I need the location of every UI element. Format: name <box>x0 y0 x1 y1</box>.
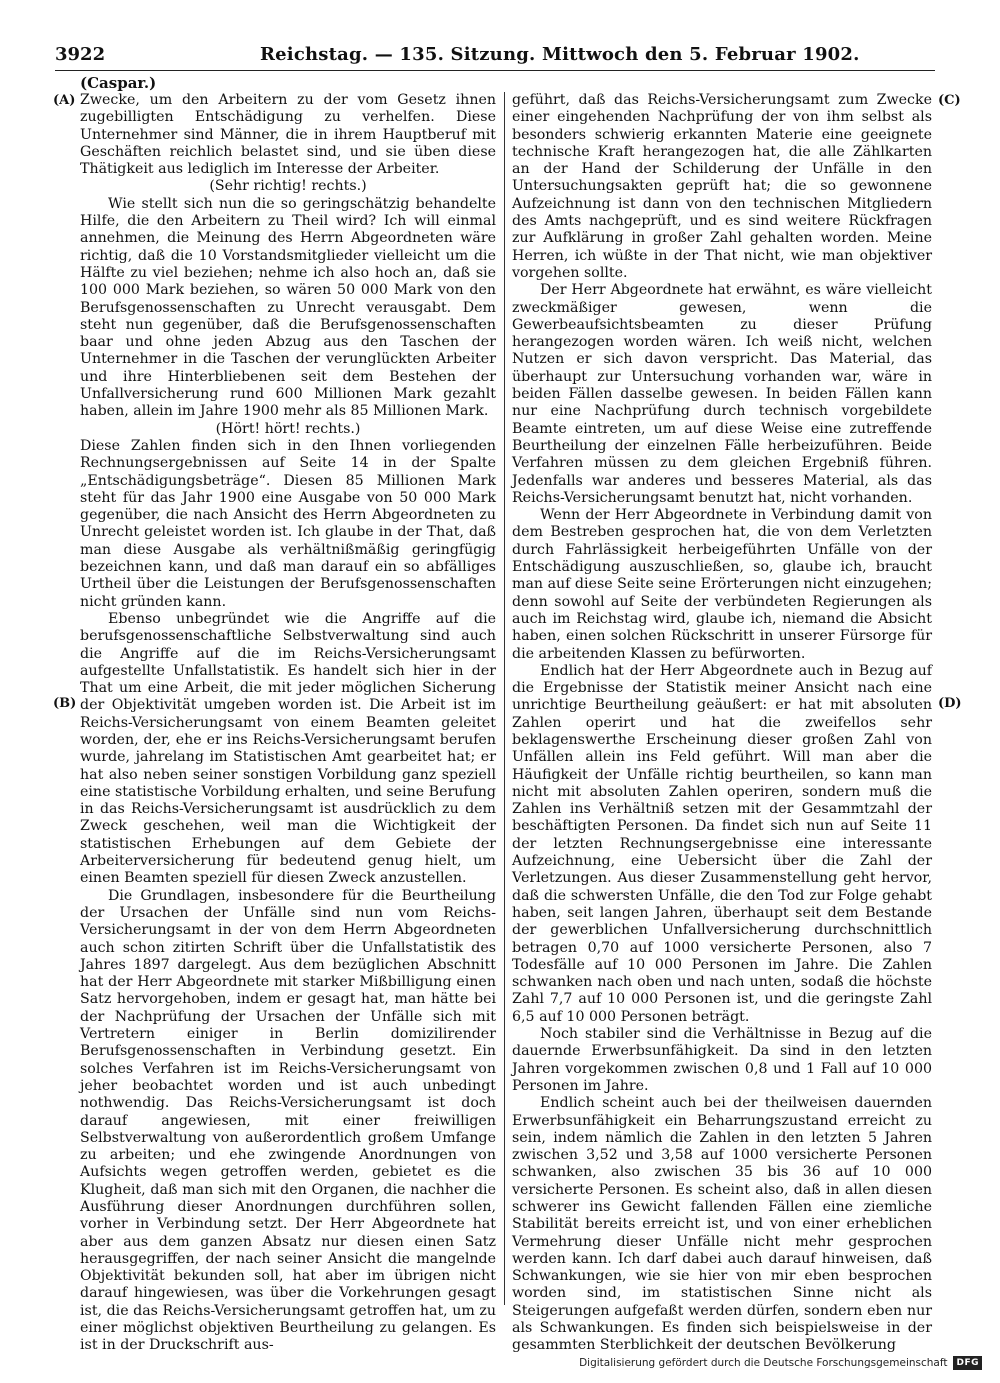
page-number: 3922 <box>55 44 106 65</box>
paragraph: Zwecke, um den Arbeitern zu der vom Gesetz ihnen zugebilligten Entschädigung zu verhelfen. Diese Unternehmer sind Männer, die in ihrem Hauptberuf mit Geschäften reichlich belastet sind, und sie üben diese Thätigkeit aus lediglich im Interesse der Arbeiter. <box>80 92 496 178</box>
header-rule <box>55 70 935 71</box>
speaker-name: (Caspar.) <box>80 74 157 92</box>
paragraph: Wie stellt sich nun die so geringschätzig behandelte Hilfe, die den Arbeitern zu Theil wird? Ich will einmal annehmen, die Meinung des Herrn Abgeordneten wäre richtig, daß die 10 Vorstandsmitglieder vielleicht um die Hälfte zu viel beziehen; nehme ich also hoch an, daß sie 100 000 Mark beziehen, so wären 50 000 Mark von den Berufsgenossenschaften zu Unrecht verausgabt. Dem steht nun gegenüber, daß die Berufsgenossenschaften baar und ohne jeden Abzug aus den Taschen der Unternehmer in die Taschen der verunglückten Arbeiter und ihre Hinterbliebenen seit dem Bestehen der Unfallversicherung rund 600 Millionen Mark gezahlt haben, allein im Jahre 1900 mehr als 85 Millionen Mark. <box>80 195 496 420</box>
page-header <box>55 44 935 70</box>
margin-mark-c: (C) <box>938 93 961 108</box>
right-column <box>512 92 932 1355</box>
paragraph: Wenn der Herr Abgeordnete in Verbindung damit von dem Bestreben gesprochen hat, die von dem Verletzten durch Fahrlässigkeit herbeigeführten Unfälle von der Entschädigung auszuschließen, so, glaube ich, braucht man auf diese Seite seine Erörterungen nicht einzugehen; denn sowohl auf Seite der verbündeten Regierungen als auch im Reichstag wird, glaube ich, niemand die Absicht haben, einen solchen Rückschritt in unserer Fürsorge für die arbeitenden Klassen zu befürworten. <box>512 507 932 662</box>
paragraph: Die Grundlagen, insbesondere für die Beurtheilung der Ursachen der Unfälle sind nun vom Reichs-Versicherungsamt in der von dem Herrn Abgeordneten auch schon zitirten Schrift über die Unfallstatistik des Jahres 1897 dargelegt. Aus dem bezüglichen Abschnitt hat der Herr Abgeordnete mit starker Mißbilligung einen Satz hervorgehoben, indem er gesagt hat, man hätte bei der Nachprüfung der Ursachen der Unfälle sich mit Vertretern einiger in Berlin domizilirender Berufsgenossenschaften in Verbindung gesetzt. Ein solches Verfahren ist im Reichs-Versicherungsamt von jeher beobachtet worden und ist auch unbedingt nothwendig. Das Reichs-Versicherungsamt ist doch darauf angewiesen, mit einer freiwilligen Selbstverwaltung von außerordentlich großem Umfange zu arbeiten; und ehe zwingende Anordnungen von Aufsichts wegen getroffen werden, gebietet es die Klugheit, daß man sich mit den Organen, die nachher die Ausführung dieser Anordnungen durchführen sollen, vorher in Verbindung setzt. Der Herr Abgeordnete hat aber aus dem ganzen Absatz nur diesen einen Satz herausgegriffen, der nach seiner Ansicht die mangelnde Objektivität bekunden soll, hat aber im übrigen nicht darauf hingewiesen, was über die Vorkehrungen gesagt ist, die das Reichs-Versicherungsamt getroffen hat, um zu einer möglichst objektiven Beurtheilung zu gelangen. Es ist in der Druckschrift aus- <box>80 887 496 1354</box>
paragraph: Diese Zahlen finden sich in den Ihnen vorliegenden Rechnungsergebnissen auf Seite 14 in der Spalte „Entschädigungsbeträge“. Diesen 85 Millionen Mark steht für das Jahr 1900 eine Ausgabe von 50 000 Mark gegenüber, die nach Ansicht des Herrn Abgeordneten zu Unrecht geleistet worden ist. Ich glaube in der That, daß man diese Ausgabe als verhältnißmäßig geringfügig bezeichnen kann, und daß man darauf ein so abfälliges Urtheil über die Leistungen der Berufsgenossenschaften nicht gründen kann. <box>80 437 496 610</box>
footer-text: Digitalisierung gefördert durch die Deutsche Forschungsgemeinschaft <box>579 1357 948 1369</box>
running-title: Reichstag. — 135. Sitzung. Mittwoch den 5. Februar 1902. <box>260 44 860 65</box>
paragraph: Endlich scheint auch bei der theilweisen dauernden Erwerbsunfähigkeit ein Beharrungszustand erreicht zu sein, indem nämlich die Zahlen in den letzten 5 Jahren zwischen 3,52 und 3,58 auf 1000 versicherte Personen schwanken, also zwischen 35 bis 36 auf 10 000 versicherte Personen. Es scheint also, daß in allen diesen schwerer ins Gewicht fallenden Fällen eine ziemliche Stabilität bereits erreicht ist, und von einer erheblichen Vermehrung dieser Unfälle nicht mehr gesprochen werden kann. Ich darf dabei auch darauf hinweisen, daß Schwankungen, wie sie hier von mir eben besprochen worden sind, im statistischen Sinne nicht als Steigerungen aufgefaßt werden dürfen, sondern eben nur als Schwankungen. Es finden sich beispielsweise in der gesammten Sterblichkeit der deutschen Bevölkerung <box>512 1095 932 1354</box>
paragraph: Noch stabiler sind die Verhältnisse in Bezug auf die dauernde Erwerbsunfähigkeit. Da sind in den letzten Jahren vorgekommen zwischen 0,8 und 1 Fall auf 10 000 Personen im Jahre. <box>512 1026 932 1094</box>
paragraph: Endlich hat der Herr Abgeordnete auch in Bezug auf die Ergebnisse der Statistik meiner Ansicht nach eine unrichtige Beurtheilung geäußert: er hat mit absoluten Zahlen operirt und hat die zweifellos sehr beklagenswerthe Erscheinung dieser großen Zahl von Unfällen allein ins Feld geführt. Will man aber die Häufigkeit der Unfälle richtig beurtheilen, so kann man nicht mit absoluten Zahlen operiren, sondern muß die Zahlen ins Verhältniß setzen mit der Gesammtzahl der beschäftigten Personen. Da findet sich nun auf Seite 11 der letzten Rechnungsergebnisse eine interessante Aufzeichnung, eine Uebersicht über die Zahl der Verletzungen. Aus dieser Zusammenstellung geht hervor, daß die schwersten Unfälle, die den Tod zur Folge gehabt haben, seit langen Jahren, überhaupt seit dem Bestande der gewerblichen Unfallversicherung durchschnittlich betragen 0,70 auf 1000 versicherte Personen, also 7 Todesfälle auf 10 000 Personen im Jahre. Die Zahlen schwanken nach oben und nach unten, sodaß die höchste Zahl 7,7 auf 10 000 Personen ist, und die geringste Zahl 6,5 auf 10 000 Personen beträgt. <box>512 662 932 1025</box>
paragraph: Ebenso unbegründet wie die Angriffe auf die berufsgenossenschaftliche Selbstverwaltung sind auch die Angriffe auf die im Reichs-Versicherungsamt aufgestellte Unfallstatistik. Es handelt sich hier in der That um eine Arbeit, die mit jeder möglichen Sicherung der Objektivität umgeben worden ist. Die Arbeit ist im Reichs-Versicherungsamt von einem Beamten geleitet worden, der, ehe er ins Reichs-Versicherungsamt berufen wurde, jahrelang im Statistischen Amt gearbeitet hat; er hat also neben seiner sonstigen Vorbildung ganz speziell eine statistische Vorbildung erhalten, und seine Berufung in das Reichs-Versicherungsamt ist ausdrücklich zu dem Zweck geschehen, weil man die Wichtigkeit der statistischen Erhebungen auf dem Gebiete der Arbeiterversicherung für bedeutend genug hielt, um einen Beamten speziell für diesen Zweck anzustellen. <box>80 610 496 887</box>
margin-mark-a: (A) <box>53 93 76 108</box>
left-column <box>80 92 496 1355</box>
dfg-logo: DFG <box>953 1356 982 1370</box>
margin-mark-b: (B) <box>53 696 77 711</box>
digitization-footer <box>579 1356 982 1370</box>
margin-mark-d: (D) <box>938 696 962 711</box>
paragraph: Der Herr Abgeordnete hat erwähnt, es wäre vielleicht zweckmäßiger gewesen, wenn die Gewerbeaufsichtsbeamten zu dieser Prüfung herangezogen worden wären. Ich weiß nicht, welchen Nutzen er sich davon verspricht. Das Material, das überhaupt zur Untersuchung vorhanden war, wäre in beiden Fällen dasselbe gewesen. In beiden Fällen kann nur eine Nachprüfung durch technisch vorgebildete Beamte eintreten, um auf diese Weise eine zutreffende Beurtheilung der einzelnen Fälle herbeizuführen. Beide Verfahren müssen zu dem gleichen Ergebniß führen. Jedenfalls war anderes und besseres Material, als das Reichs-Versicherungsamt benutzt hat, nicht vorhanden. <box>512 282 932 506</box>
column-divider <box>504 92 505 1305</box>
interjection: (Hört! hört! rechts.) <box>215 420 361 437</box>
interjection: (Sehr richtig! rechts.) <box>209 178 367 195</box>
paragraph: geführt, daß das Reichs-Versicherungsamt zum Zwecke einer eingehenden Nachprüfung der von ihm selbst als besonders schwierig erkannten Materie eine geeignete technische Kraft herangezogen hat, die alle Zählkarten an der Hand der Schilderung der Unfälle in den Untersuchungsakten geprüft hat; die so gewonnene Aufzeichnung ist dann von den technischen Mitgliedern des Amts nachgeprüft, und es sind weitere Rückfragen zur Aufklärung in großer Zahl gehalten worden. Meine Herren, ich wüßte in der That nicht, wie man objektiver vorgehen sollte. <box>512 92 932 281</box>
